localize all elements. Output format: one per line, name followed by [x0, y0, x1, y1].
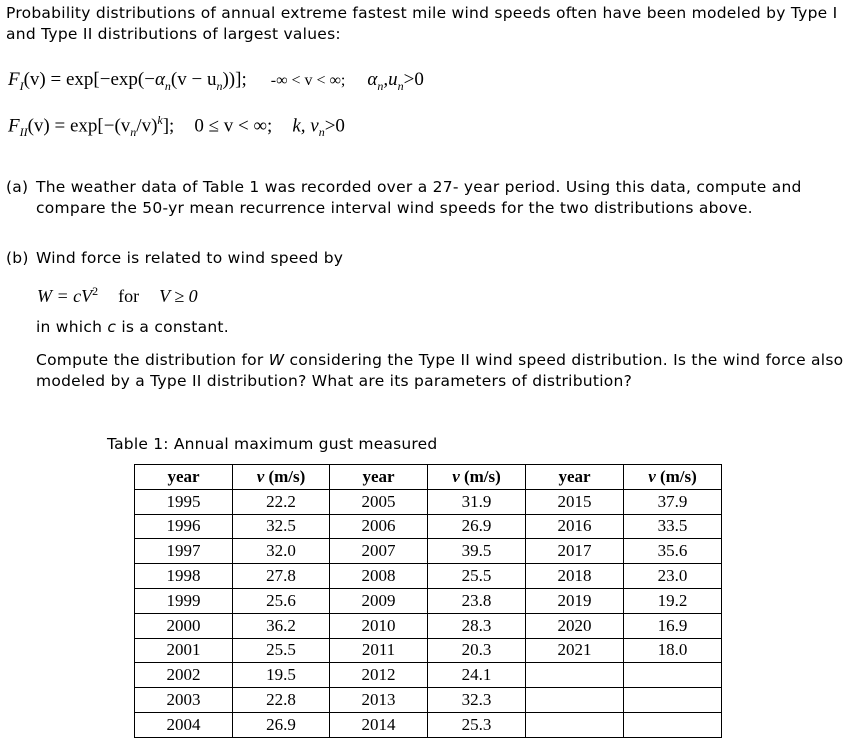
constant-note: in which c is a constant.	[36, 318, 229, 336]
part-b-text: Wind force is related to wind speed by	[36, 249, 344, 267]
table-cell: 2001	[135, 638, 233, 663]
compute-question: Compute the distribution for W considering the Type II wind speed distribution. Is the wind force also modeled by a Type II distribution? What are its parameters of distribution?	[36, 351, 844, 390]
table-cell: 2004	[135, 712, 233, 737]
table-cell: 23.0	[624, 564, 722, 589]
table-cell	[624, 663, 722, 688]
table-cell: 2017	[526, 539, 624, 564]
table-cell: 25.6	[233, 588, 330, 613]
table-cell: 37.9	[624, 489, 722, 514]
table-cell: 2016	[526, 514, 624, 539]
table-cell: 1996	[135, 514, 233, 539]
part-a-text: The weather data of Table 1 was recorded over a 27- year period. Using this data, compute and compare the 50-yr mean recurrence interval wind speeds for the two distributions above.	[36, 178, 802, 217]
table-cell: 2006	[330, 514, 428, 539]
table-cell	[526, 712, 624, 737]
table-row	[135, 712, 722, 737]
table-row	[135, 638, 722, 663]
table-caption: Table 1: Annual maximum gust measured	[107, 435, 438, 453]
table-cell: 26.9	[428, 514, 526, 539]
table-cell: 26.9	[233, 712, 330, 737]
table-cell: 2008	[330, 564, 428, 589]
table-cell: 2018	[526, 564, 624, 589]
table-row	[135, 688, 722, 713]
intro-text: Probability distributions of annual extreme fastest mile wind speeds often have been modeled by Type I and Type II distributions of largest values:	[6, 4, 838, 43]
table-cell: 32.0	[233, 539, 330, 564]
table-cell: 22.2	[233, 489, 330, 514]
table-cell: 27.8	[233, 564, 330, 589]
table-cell: 22.8	[233, 688, 330, 713]
table-cell: 25.5	[428, 564, 526, 589]
table-cell: 32.5	[233, 514, 330, 539]
table-cell: 2019	[526, 588, 624, 613]
table-cell: 2014	[330, 712, 428, 737]
header-speed: v (m/s)	[624, 465, 722, 490]
table-row	[135, 564, 722, 589]
table-cell: 28.3	[428, 613, 526, 638]
table-cell: 24.1	[428, 663, 526, 688]
table-cell: 2013	[330, 688, 428, 713]
table-cell: 23.8	[428, 588, 526, 613]
table-cell: 1995	[135, 489, 233, 514]
table-row	[135, 588, 722, 613]
table-cell: 18.0	[624, 638, 722, 663]
table-cell: 2000	[135, 613, 233, 638]
type-ii-equation: $F_{II}(v) = \exp[-(v_n/v)^k]$; 0 ≤ v < ∞; k, $v_n>0$	[8, 113, 345, 140]
table-cell	[624, 712, 722, 737]
table-cell: 35.6	[624, 539, 722, 564]
wind-speed-table	[134, 464, 722, 738]
table-cell: 2011	[330, 638, 428, 663]
table-cell: 39.5	[428, 539, 526, 564]
table-cell: 36.2	[233, 613, 330, 638]
header-year: year	[330, 465, 428, 490]
header-year: year	[526, 465, 624, 490]
table-cell: 2020	[526, 613, 624, 638]
table-cell: 16.9	[624, 613, 722, 638]
table-cell: 2010	[330, 613, 428, 638]
table-cell: 32.3	[428, 688, 526, 713]
table-row	[135, 613, 722, 638]
wind-force-equation: $W = cV^2$ for V ≥ 0	[37, 284, 198, 306]
part-b-label: (b)	[6, 249, 29, 267]
table-cell: 19.2	[624, 588, 722, 613]
table-cell: 2009	[330, 588, 428, 613]
table-row	[135, 514, 722, 539]
table-cell: 2002	[135, 663, 233, 688]
table-cell: 2015	[526, 489, 624, 514]
table-row	[135, 663, 722, 688]
table-cell	[526, 688, 624, 713]
type-i-equation: $F_I(v) = \exp[-\exp(-\alpha_n(v - u_n))]$; -∞ < v < ∞; $\alpha_n,u_n>0$	[8, 69, 424, 93]
table-cell: 31.9	[428, 489, 526, 514]
part-a	[6, 177, 851, 219]
table-cell: 2012	[330, 663, 428, 688]
part-b	[6, 248, 851, 269]
header-speed: v (m/s)	[233, 465, 330, 490]
table-cell: 25.5	[233, 638, 330, 663]
table-cell: 2005	[330, 489, 428, 514]
table-cell: 2021	[526, 638, 624, 663]
table-cell: 19.5	[233, 663, 330, 688]
table-header-row	[135, 465, 722, 490]
table-cell	[526, 663, 624, 688]
table-cell: 1997	[135, 539, 233, 564]
table-cell: 2007	[330, 539, 428, 564]
header-year: year	[135, 465, 233, 490]
table-cell: 25.3	[428, 712, 526, 737]
table-cell: 2003	[135, 688, 233, 713]
table-row	[135, 489, 722, 514]
part-a-label: (a)	[6, 178, 29, 196]
header-speed: v (m/s)	[428, 465, 526, 490]
table-row	[135, 539, 722, 564]
table-cell: 20.3	[428, 638, 526, 663]
table-cell: 33.5	[624, 514, 722, 539]
table-cell: 1999	[135, 588, 233, 613]
table-cell	[624, 688, 722, 713]
table-cell: 1998	[135, 564, 233, 589]
